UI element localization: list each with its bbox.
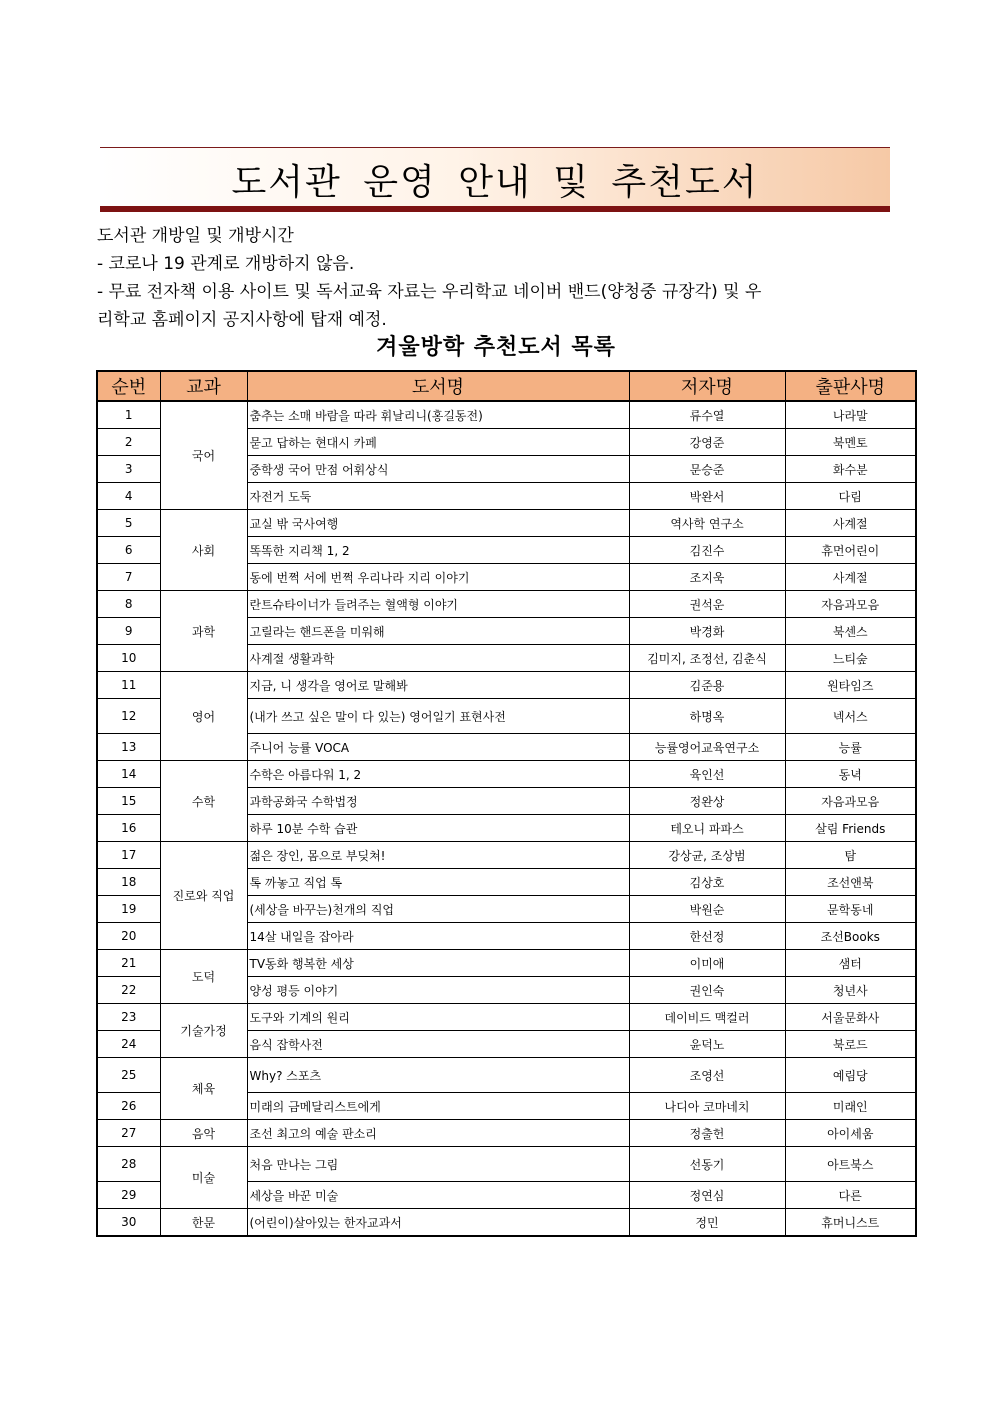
row-author: 정연심	[629, 1182, 785, 1209]
row-author: 테오니 파파스	[629, 815, 785, 842]
table-row	[97, 401, 916, 429]
row-author: 류수열	[629, 401, 785, 429]
info-line-ebook: - 무료 전자책 이용 사이트 및 독서교육 자료는 우리학교 네이버 밴드(양청중 규장각) 및 우	[97, 282, 762, 302]
row-publisher: 다른	[785, 1182, 916, 1209]
row-publisher: 휴머니스트	[785, 1209, 916, 1237]
row-publisher: 느티숲	[785, 645, 916, 672]
row-publisher: 샘터	[785, 950, 916, 977]
row-publisher: 넥서스	[785, 699, 916, 734]
row-publisher: 예림당	[785, 1058, 916, 1093]
subject-cell: 국어	[160, 401, 247, 510]
row-publisher: 다림	[785, 483, 916, 510]
row-no: 2	[97, 429, 160, 456]
row-no: 25	[97, 1058, 160, 1093]
row-no: 5	[97, 510, 160, 537]
row-author: 선동기	[629, 1147, 785, 1182]
table-row	[97, 1209, 916, 1237]
subject-cell: 도덕	[160, 950, 247, 1004]
row-title: 14살 내일을 잡아라	[247, 923, 629, 950]
row-no: 27	[97, 1120, 160, 1147]
row-publisher: 탐	[785, 842, 916, 869]
table-row	[97, 1120, 916, 1147]
table-row	[97, 1004, 916, 1031]
row-author: 육인선	[629, 761, 785, 788]
row-publisher: 화수분	[785, 456, 916, 483]
row-no: 26	[97, 1093, 160, 1120]
subject-cell: 체육	[160, 1058, 247, 1120]
row-no: 16	[97, 815, 160, 842]
row-no: 4	[97, 483, 160, 510]
row-author: 강상균, 조상범	[629, 842, 785, 869]
row-no: 15	[97, 788, 160, 815]
row-author: 권석운	[629, 591, 785, 618]
row-author: 정완상	[629, 788, 785, 815]
table-row	[97, 510, 916, 537]
row-author: 조영선	[629, 1058, 785, 1093]
header-title: 도서명	[247, 371, 629, 401]
row-publisher: 사계절	[785, 510, 916, 537]
title-banner	[100, 147, 890, 212]
row-author: 이미애	[629, 950, 785, 977]
row-publisher: 청년사	[785, 977, 916, 1004]
row-no: 8	[97, 591, 160, 618]
row-author: 김미지, 조정선, 김춘식	[629, 645, 785, 672]
table-row	[97, 1058, 916, 1093]
table-row	[97, 672, 916, 699]
header-subject: 교과	[160, 371, 247, 401]
row-title: 교실 밖 국사여행	[247, 510, 629, 537]
row-publisher: 조선앤북	[785, 869, 916, 896]
row-title: 미래의 금메달리스트에게	[247, 1093, 629, 1120]
row-publisher: 나라말	[785, 401, 916, 429]
row-author: 조지욱	[629, 564, 785, 591]
row-no: 23	[97, 1004, 160, 1031]
row-title: 젊은 장인, 몸으로 부딪쳐!	[247, 842, 629, 869]
row-title: 똑똑한 지리책 1, 2	[247, 537, 629, 564]
row-author: 역사학 연구소	[629, 510, 785, 537]
row-no: 30	[97, 1209, 160, 1237]
row-title: 자전거 도둑	[247, 483, 629, 510]
row-no: 19	[97, 896, 160, 923]
row-title: 세상을 바꾼 미술	[247, 1182, 629, 1209]
subject-cell: 사회	[160, 510, 247, 591]
banner-underline	[100, 206, 890, 212]
info-line-closure: - 코로나 19 관계로 개방하지 않음.	[97, 254, 355, 274]
row-title: 도구와 기계의 원리	[247, 1004, 629, 1031]
row-title: 처음 만나는 그림	[247, 1147, 629, 1182]
row-publisher: 동녁	[785, 761, 916, 788]
page-title: 도서관 운영 안내 및 추천도서	[231, 162, 759, 203]
row-author: 데이비드 맥컬러	[629, 1004, 785, 1031]
row-publisher: 살림 Friends	[785, 815, 916, 842]
row-publisher: 자음과모음	[785, 591, 916, 618]
table-row	[97, 842, 916, 869]
subject-cell: 한문	[160, 1209, 247, 1237]
row-author: 강영준	[629, 429, 785, 456]
subject-cell: 진로와 직업	[160, 842, 247, 950]
header-no: 순번	[97, 371, 160, 401]
row-title: (내가 쓰고 싶은 말이 다 있는) 영어일기 표현사전	[247, 699, 629, 734]
row-author: 김상호	[629, 869, 785, 896]
row-no: 11	[97, 672, 160, 699]
row-no: 21	[97, 950, 160, 977]
row-title: Why? 스포츠	[247, 1058, 629, 1093]
subject-cell: 미술	[160, 1147, 247, 1209]
row-no: 9	[97, 618, 160, 645]
row-author: 박원순	[629, 896, 785, 923]
row-title: 과학공화국 수학법정	[247, 788, 629, 815]
row-title: 양성 평등 이야기	[247, 977, 629, 1004]
subject-cell: 영어	[160, 672, 247, 761]
row-publisher: 조선Books	[785, 923, 916, 950]
row-title: 음식 잡학사전	[247, 1031, 629, 1058]
row-title: 지금, 니 생각을 영어로 말해봐	[247, 672, 629, 699]
row-author: 권인숙	[629, 977, 785, 1004]
row-no: 17	[97, 842, 160, 869]
row-no: 24	[97, 1031, 160, 1058]
row-title: 동에 번쩍 서에 번쩍 우리나라 지리 이야기	[247, 564, 629, 591]
row-author: 정민	[629, 1209, 785, 1237]
table-row	[97, 761, 916, 788]
row-author: 윤덕노	[629, 1031, 785, 1058]
book-table	[96, 370, 917, 1237]
row-title: 묻고 답하는 현대시 카페	[247, 429, 629, 456]
row-publisher: 북센스	[785, 618, 916, 645]
row-publisher: 자음과모음	[785, 788, 916, 815]
row-title: 톡 까놓고 직업 톡	[247, 869, 629, 896]
row-author: 김진수	[629, 537, 785, 564]
row-publisher: 북로드	[785, 1031, 916, 1058]
row-author: 나디아 코마네치	[629, 1093, 785, 1120]
row-no: 29	[97, 1182, 160, 1209]
row-publisher: 북멘토	[785, 429, 916, 456]
row-title: (어린이)살아있는 한자교과서	[247, 1209, 629, 1237]
row-author: 박완서	[629, 483, 785, 510]
row-no: 18	[97, 869, 160, 896]
info-line-ebook-cont: 리학교 홈페이지 공지사항에 탑재 예정.	[97, 310, 387, 330]
row-title: 하루 10분 수학 습관	[247, 815, 629, 842]
row-title: 란트슈타이너가 들려주는 혈액형 이야기	[247, 591, 629, 618]
row-author: 하명옥	[629, 699, 785, 734]
row-no: 12	[97, 699, 160, 734]
row-publisher: 원타임즈	[785, 672, 916, 699]
row-title: 사계절 생활과학	[247, 645, 629, 672]
row-no: 10	[97, 645, 160, 672]
table-header-row	[97, 371, 916, 401]
subject-cell: 과학	[160, 591, 247, 672]
info-heading: 도서관 개방일 및 개방시간	[97, 226, 294, 246]
row-no: 22	[97, 977, 160, 1004]
subject-cell: 음악	[160, 1120, 247, 1147]
row-author: 박경화	[629, 618, 785, 645]
row-author: 정출헌	[629, 1120, 785, 1147]
row-publisher: 휴먼어린이	[785, 537, 916, 564]
row-no: 20	[97, 923, 160, 950]
row-publisher: 미래인	[785, 1093, 916, 1120]
row-author: 능률영어교육연구소	[629, 734, 785, 761]
row-title: 주니어 능률 VOCA	[247, 734, 629, 761]
table-row	[97, 950, 916, 977]
book-list-title: 겨울방학 추천도서 목록	[376, 335, 616, 360]
row-no: 7	[97, 564, 160, 591]
row-no: 3	[97, 456, 160, 483]
row-title: TV동화 행복한 세상	[247, 950, 629, 977]
row-author: 한선정	[629, 923, 785, 950]
subject-cell: 기술가정	[160, 1004, 247, 1058]
row-publisher: 서울문화사	[785, 1004, 916, 1031]
row-no: 1	[97, 401, 160, 429]
row-title: 춤추는 소매 바람을 따라 휘날리니(홍길동전)	[247, 401, 629, 429]
table-row	[97, 591, 916, 618]
row-title: 수학은 아름다워 1, 2	[247, 761, 629, 788]
subject-cell: 수학	[160, 761, 247, 842]
row-publisher: 아이세움	[785, 1120, 916, 1147]
row-publisher: 능률	[785, 734, 916, 761]
row-title: (세상을 바꾸는)천개의 직업	[247, 896, 629, 923]
row-title: 조선 최고의 예술 판소리	[247, 1120, 629, 1147]
row-author: 문승준	[629, 456, 785, 483]
row-publisher: 아트북스	[785, 1147, 916, 1182]
row-no: 6	[97, 537, 160, 564]
row-title: 중학생 국어 만점 어휘상식	[247, 456, 629, 483]
row-no: 13	[97, 734, 160, 761]
row-author: 김준용	[629, 672, 785, 699]
header-publisher: 출판사명	[785, 371, 916, 401]
row-publisher: 문학동네	[785, 896, 916, 923]
row-no: 28	[97, 1147, 160, 1182]
table-row	[97, 1147, 916, 1182]
header-author: 저자명	[629, 371, 785, 401]
row-title: 고릴라는 핸드폰을 미워해	[247, 618, 629, 645]
row-no: 14	[97, 761, 160, 788]
row-publisher: 사계절	[785, 564, 916, 591]
